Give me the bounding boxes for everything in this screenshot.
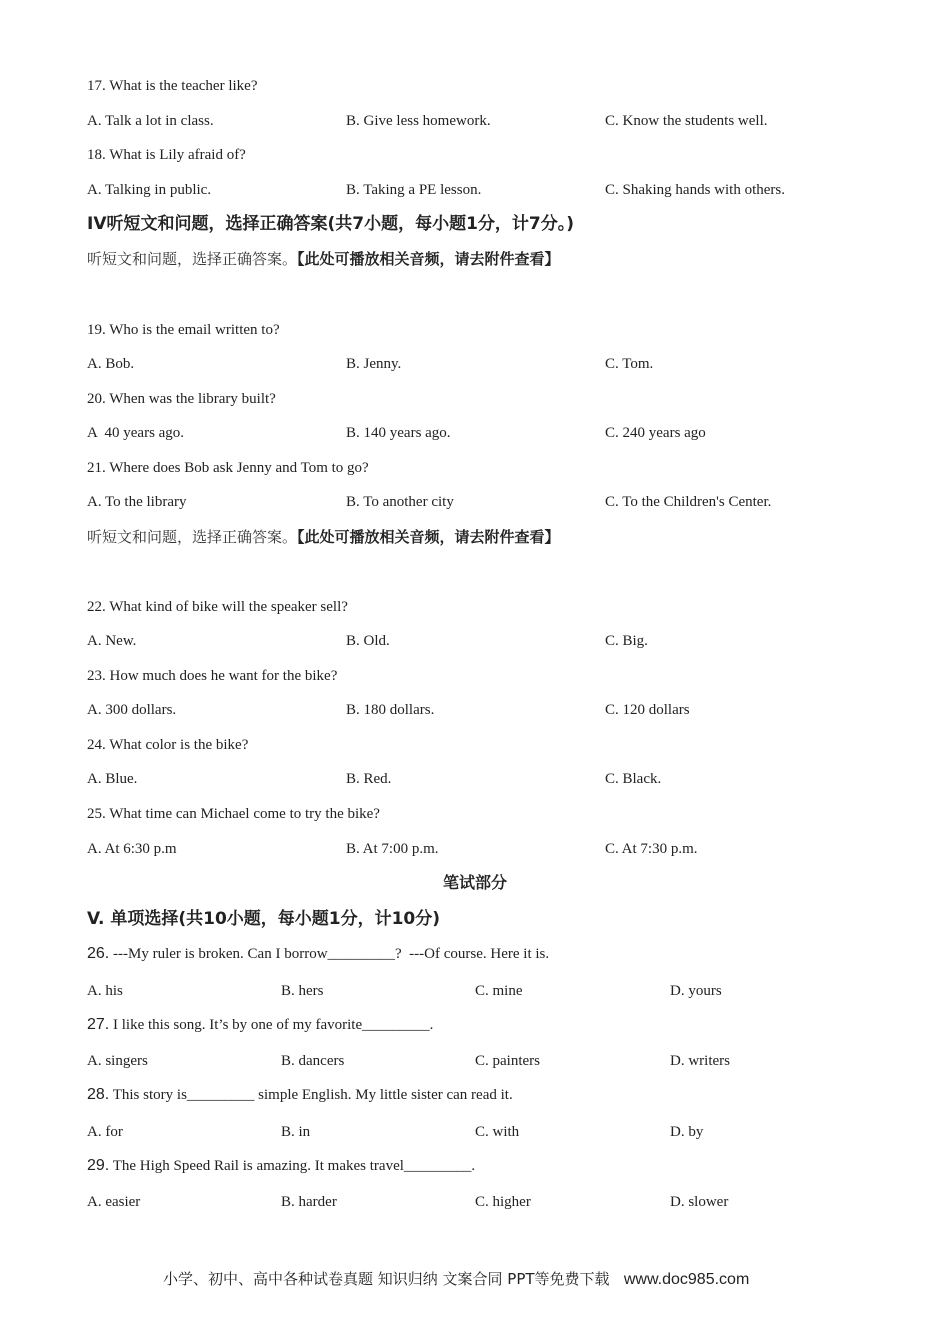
option-21-b: B. To another city bbox=[346, 494, 454, 510]
option-21-a: A. To the library bbox=[87, 494, 187, 510]
question-28-text: This story is_________ simple English. My little sister can read it. bbox=[109, 1087, 513, 1103]
option-22-b: B. Old. bbox=[346, 633, 390, 649]
option-29-c: C. higher bbox=[475, 1194, 531, 1210]
question-21: 21. Where does Bob ask Jenny and Tom to go? bbox=[87, 460, 369, 476]
question-28-number: 28. bbox=[87, 1086, 110, 1103]
question-26-text: ---My ruler is broken. Can I borrow_________? ---Of course. Here it is. bbox=[109, 946, 550, 962]
question-27 bbox=[87, 1015, 433, 1035]
question-19: 19. Who is the email written to? bbox=[87, 322, 280, 338]
question-26-number: 26. bbox=[87, 945, 110, 962]
option-26-c: C. mine bbox=[475, 983, 523, 999]
option-26-d: D. yours bbox=[670, 983, 722, 999]
question-29 bbox=[87, 1156, 475, 1176]
footer-url-link[interactable]: www.doc985.com bbox=[623, 1271, 750, 1288]
option-20-c: C. 240 years ago bbox=[605, 425, 706, 441]
question-24: 24. What color is the bike? bbox=[87, 737, 249, 753]
option-28-d: D. by bbox=[670, 1124, 704, 1140]
option-20-a: A 40 years ago. bbox=[87, 425, 185, 441]
question-28 bbox=[87, 1085, 513, 1105]
option-23-a: A. 300 dollars. bbox=[87, 702, 177, 718]
section-4-heading: IV听短文和问题，选择正确答案(共7小题，每小题1分，计7分。) bbox=[87, 214, 575, 234]
option-27-a: A. singers bbox=[87, 1053, 148, 1069]
option-17-b: B. Give less homework. bbox=[346, 113, 491, 129]
question-18: 18. What is Lily afraid of? bbox=[87, 147, 246, 163]
page-footer bbox=[163, 1269, 749, 1290]
option-22-a: A. New. bbox=[87, 633, 137, 649]
option-23-c: C. 120 dollars bbox=[605, 702, 690, 718]
option-27-b: B. dancers bbox=[281, 1053, 345, 1069]
option-25-b: B. At 7:00 p.m. bbox=[346, 841, 439, 857]
option-25-a: A. At 6:30 p.m bbox=[87, 841, 177, 857]
section-5-heading: V. 单项选择(共10小题，每小题1分，计10分) bbox=[87, 909, 441, 929]
audio-note-2-text: 听短文和问题，选择正确答案。 bbox=[87, 528, 298, 546]
question-23: 23. How much does he want for the bike? bbox=[87, 668, 338, 684]
option-18-a: A. Talking in public. bbox=[87, 182, 212, 198]
question-29-text: The High Speed Rail is amazing. It makes travel_________. bbox=[109, 1158, 476, 1174]
option-24-a: A. Blue. bbox=[87, 771, 138, 787]
question-20: 20. When was the library built? bbox=[87, 391, 276, 407]
option-21-c: C. To the Children's Center. bbox=[605, 494, 772, 510]
option-28-c: C. with bbox=[475, 1124, 520, 1140]
option-22-c: C. Big. bbox=[605, 633, 648, 649]
option-19-a: A. Bob. bbox=[87, 356, 135, 372]
footer-text: 小学、初中、高中各种试卷真题 知识归纳 文案合同 PPT等免费下载 bbox=[163, 1270, 624, 1288]
option-24-b: B. Red. bbox=[346, 771, 392, 787]
option-27-d: D. writers bbox=[670, 1053, 730, 1069]
option-19-b: B. Jenny. bbox=[346, 356, 402, 372]
option-23-b: B. 180 dollars. bbox=[346, 702, 435, 718]
audio-note-1-text: 听短文和问题，选择正确答案。 bbox=[87, 250, 298, 268]
option-26-a: A. his bbox=[87, 983, 123, 999]
option-28-a: A. for bbox=[87, 1124, 123, 1140]
question-17: 17. What is the teacher like? bbox=[87, 78, 258, 94]
written-part-title: 笔试部分 bbox=[442, 873, 507, 892]
question-29-number: 29. bbox=[87, 1157, 110, 1174]
option-29-a: A. easier bbox=[87, 1194, 141, 1210]
option-18-c: C. Shaking hands with others. bbox=[605, 182, 785, 198]
option-25-c: C. At 7:30 p.m. bbox=[605, 841, 698, 857]
option-27-c: C. painters bbox=[475, 1053, 540, 1069]
option-17-c: C. Know the students well. bbox=[605, 113, 768, 129]
audio-note-1-link[interactable]: 【此处可播放相关音频，请去附件查看】 bbox=[297, 250, 560, 268]
audio-note-2 bbox=[87, 527, 560, 547]
question-26 bbox=[87, 944, 549, 964]
option-20-b: B. 140 years ago. bbox=[346, 425, 451, 441]
option-29-d: D. slower bbox=[670, 1194, 729, 1210]
audio-note-1 bbox=[87, 249, 560, 269]
option-29-b: B. harder bbox=[281, 1194, 337, 1210]
option-26-b: B. hers bbox=[281, 983, 324, 999]
audio-note-2-link[interactable]: 【此处可播放相关音频，请去附件查看】 bbox=[297, 528, 560, 546]
option-19-c: C. Tom. bbox=[605, 356, 654, 372]
question-27-text: I like this song. It’s by one of my favorite_________. bbox=[109, 1017, 434, 1033]
option-24-c: C. Black. bbox=[605, 771, 662, 787]
question-25: 25. What time can Michael come to try the bike? bbox=[87, 806, 380, 822]
option-28-b: B. in bbox=[281, 1124, 311, 1140]
question-27-number: 27. bbox=[87, 1016, 110, 1033]
option-17-a: A. Talk a lot in class. bbox=[87, 113, 214, 129]
question-22: 22. What kind of bike will the speaker sell? bbox=[87, 599, 348, 615]
option-18-b: B. Taking a PE lesson. bbox=[346, 182, 482, 198]
